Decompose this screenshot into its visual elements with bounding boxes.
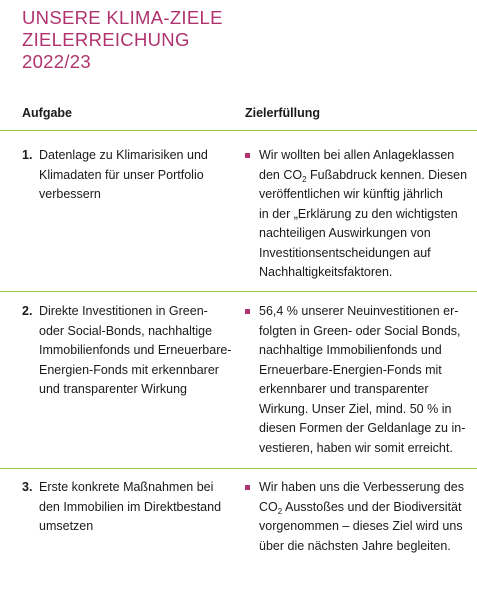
co2-prefix: den CO [259, 167, 303, 182]
task-text [39, 478, 229, 537]
fulfilment-line: nachhaltige Immobilienfonds und [259, 343, 442, 357]
fulfilment-line: folgten in Green- oder Social Bonds, [259, 323, 461, 338]
fulfilment-line: 56,4 % unserer Neuinvestitionen er- [259, 304, 459, 318]
task-line: Energien-Fonds mit erkennbarer [39, 362, 219, 377]
title-line-2: ZIELERREICHUNG [22, 29, 190, 50]
fulfilment-line: Wirkung. Unser Ziel, mind. 50 % in [259, 401, 452, 416]
fulfilment-line: in der „Erklärung zu den wichtigsten [259, 206, 458, 221]
task-line: oder Social-Bonds, nachhaltige [39, 323, 213, 338]
co2-suffix: Ausstoßes und der Biodiversität [282, 499, 462, 514]
subscript-2: 2 [277, 506, 283, 516]
fulfilment-text [259, 478, 469, 556]
fulfilment-text [259, 302, 469, 458]
bullet-icon [245, 485, 250, 490]
fulfilment-line: Wir haben uns die Verbesserung des [259, 480, 464, 494]
fulfilment-text [259, 146, 469, 283]
divider [0, 468, 477, 469]
task-text [39, 146, 229, 205]
fulfilment-line: vestieren, haben wir somit erreicht. [259, 440, 453, 455]
fulfilment-line: Investitionsentscheidungen auf [259, 245, 431, 260]
bullet-icon [245, 309, 250, 314]
fulfilment-line: Nachhaltigkeitsfaktoren. [259, 265, 393, 279]
title-line-1: UNSERE KLIMA-ZIELE [22, 7, 223, 28]
fulfilment-line: nachteiligen Auswirkungen von [259, 226, 431, 240]
divider [0, 130, 477, 131]
title-line-3: 2022/23 [22, 51, 91, 72]
fulfilment-line: diesen Formen der Geldanlage zu in- [259, 421, 466, 435]
task-number: 2. [22, 304, 33, 318]
task-line: verbessern [39, 187, 101, 201]
fulfilment-line: Wir wollten bei allen Anlageklassen [259, 148, 455, 162]
co2-prefix: CO [259, 499, 278, 514]
fulfilment-line: vorgenommen – dieses Ziel wird uns [259, 519, 463, 533]
task-number: 3. [22, 480, 33, 494]
task-line: Datenlage zu Klimarisiken und [39, 148, 208, 162]
co2-suffix: Fußabdruck kennen. Diesen [306, 167, 468, 182]
task-number: 1. [22, 148, 33, 162]
task-text [39, 302, 232, 400]
task-line: umsetzen [39, 519, 94, 533]
task-line: Immobilienfonds und Erneuerbare- [39, 343, 232, 357]
task-line: Direkte Investitionen in Green- [39, 304, 208, 318]
task-line: und transparenter Wirkung [39, 382, 187, 396]
column-header-fulfilment: Zielerfüllung [245, 106, 320, 120]
title-block [22, 7, 223, 73]
fulfilment-line: Erneuerbare-Energien-Fonds mit [259, 362, 442, 377]
fulfilment-line [259, 498, 469, 518]
task-line: Erste konkrete Maßnahmen bei [39, 480, 214, 494]
task-line: den Immobilien im Direktbestand [39, 499, 222, 514]
table-header [0, 106, 477, 130]
fulfilment-line: über die nächsten Jahre begleiten. [259, 538, 451, 553]
column-header-task: Aufgabe [22, 106, 72, 120]
task-line: Klimadaten für unser Portfolio [39, 167, 204, 182]
divider [0, 291, 477, 292]
bullet-icon [245, 153, 250, 158]
fulfilment-line: erkennbarer und transparenter [259, 382, 429, 396]
subscript-2: 2 [302, 174, 307, 184]
fulfilment-line [259, 166, 469, 186]
fulfilment-line: veröffentlichen wir künftig jährlich [259, 187, 443, 201]
